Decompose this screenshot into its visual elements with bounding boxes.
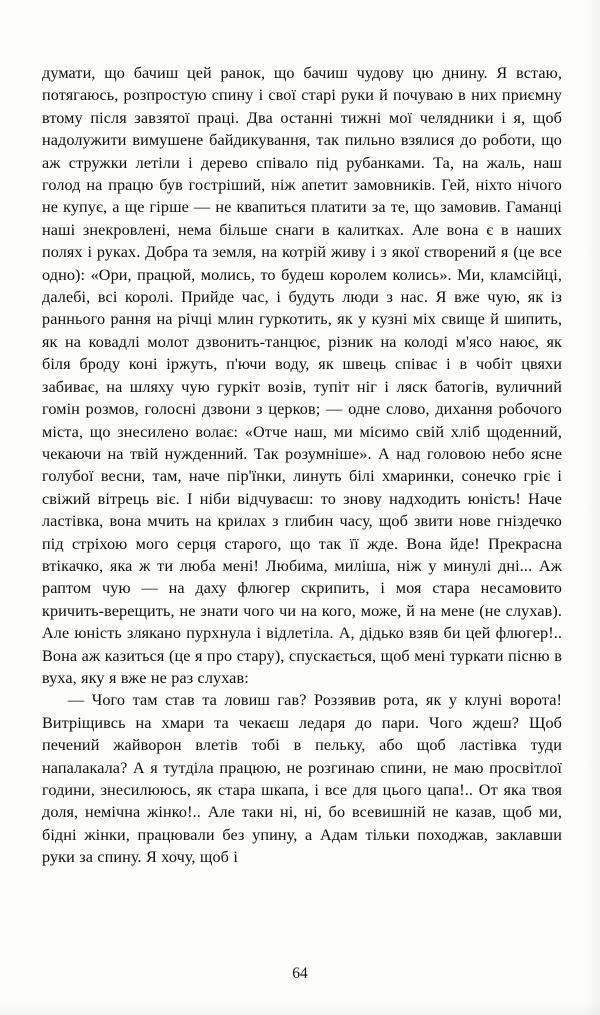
page-number: 64 [292,965,308,982]
paragraph-2: — Чого там став та ловиш гав? Роззявив рота, як у клуні ворота! Витріщивсь на хмари та чекаєш ледаря до пари. Чого ждеш? Щоб печений жайворон влетів тобі в пельку, або щоб ластівка туди напалакала? А я тутділа працюю, не розгинаю спини, не маю просвітлої години, знесилююсь, як стара шкапа, і все для цього цапа!.. От яка твоя доля, немічна жінко!.. Але таки ні, ні, бо всевишній не казав, щоб ми, бідні жінки, працювали без упину, а Адам тільки походжав, заклавши руки за спину. Я хочу, щоб і [42,691,562,867]
page-bottom-shading [0,1001,600,1015]
page-edge-shading [584,0,600,1015]
paragraph-1: думати, що бачиш цей ранок, що бачиш чудову цю днину. Я встаю, потягаюсь, розпростую спину і свої старі руки й почуваю в них приємну втому після завзятої праці. Два останні тижні мої челядники і я, щоб надолужити вимушене байдикування, так пильно взялися до роботи, що аж стружки летіли і дерево співало під рубанками. Та, на жаль, наш голод на працю був гострiший, ніж апетит замовників. Гей, ніхто нічого не купує, а ще гірше — не квапиться платити за те, що замовив. Гаманці наші знекровлені, нема більше снаги в калитках. Але вона є в наших полях і руках. Добра та земля, на котрій живу і з якої створений я (це все одно): «Ори, працюй, молись, то будеш королем колись». Ми, кламсійці, далебі, всі королі. Прийде час, і будуть люди з нас. Я вже чую, як із раннього рання на річці млин гуркотить, як у кузні міх свище й шипить, як на ковадлі молот дзвонить-танцює, різник на колоді м'ясо наює, як біля броду коні іржуть, п'ючи воду, як швець співає і в чобіт цвяхи забиває, на шляху чую гуркіт возів, тупіт ніг і ляск батогів, вуличний гомін розмов, голосні дзвони з церков; — одне слово, дихання робочого міста, що знесилено волає: «Отче наш, ми місимо свій хліб щоденний, чекаючи на твій нужденний. Так розумніше». А над головою небо ясне голубої весни, там, наче пір'їнки, линуть білі хмаринки, сонечко гріє і свіжий вітрець віє. І ніби відчуваєш: то знову надходить юність! Наче ластівка, вона мчить на крилах з глибин часу, щоб звити нове гніздечко під стріхою мого серця старого, що так її жде. Вона йде! Прекрасна втікачко, яка ж ти люба мені! Любима, миліша, ніж у минулі дні... Аж раптом чую — на даху флюгер скрипить, і моя стара несамовито кричить-верещить, не знати чого чи на кого, може, й на мене (не слухав). Але юність злякано пурхнула і відлетіла. А, дідько взяв би цей флюгер!.. Вона аж казиться (це я про стару), спускається, щоб мені туркати пісню в вуха, яку я вже не раз слухав: [42,64,562,687]
page-body [42,62,562,869]
